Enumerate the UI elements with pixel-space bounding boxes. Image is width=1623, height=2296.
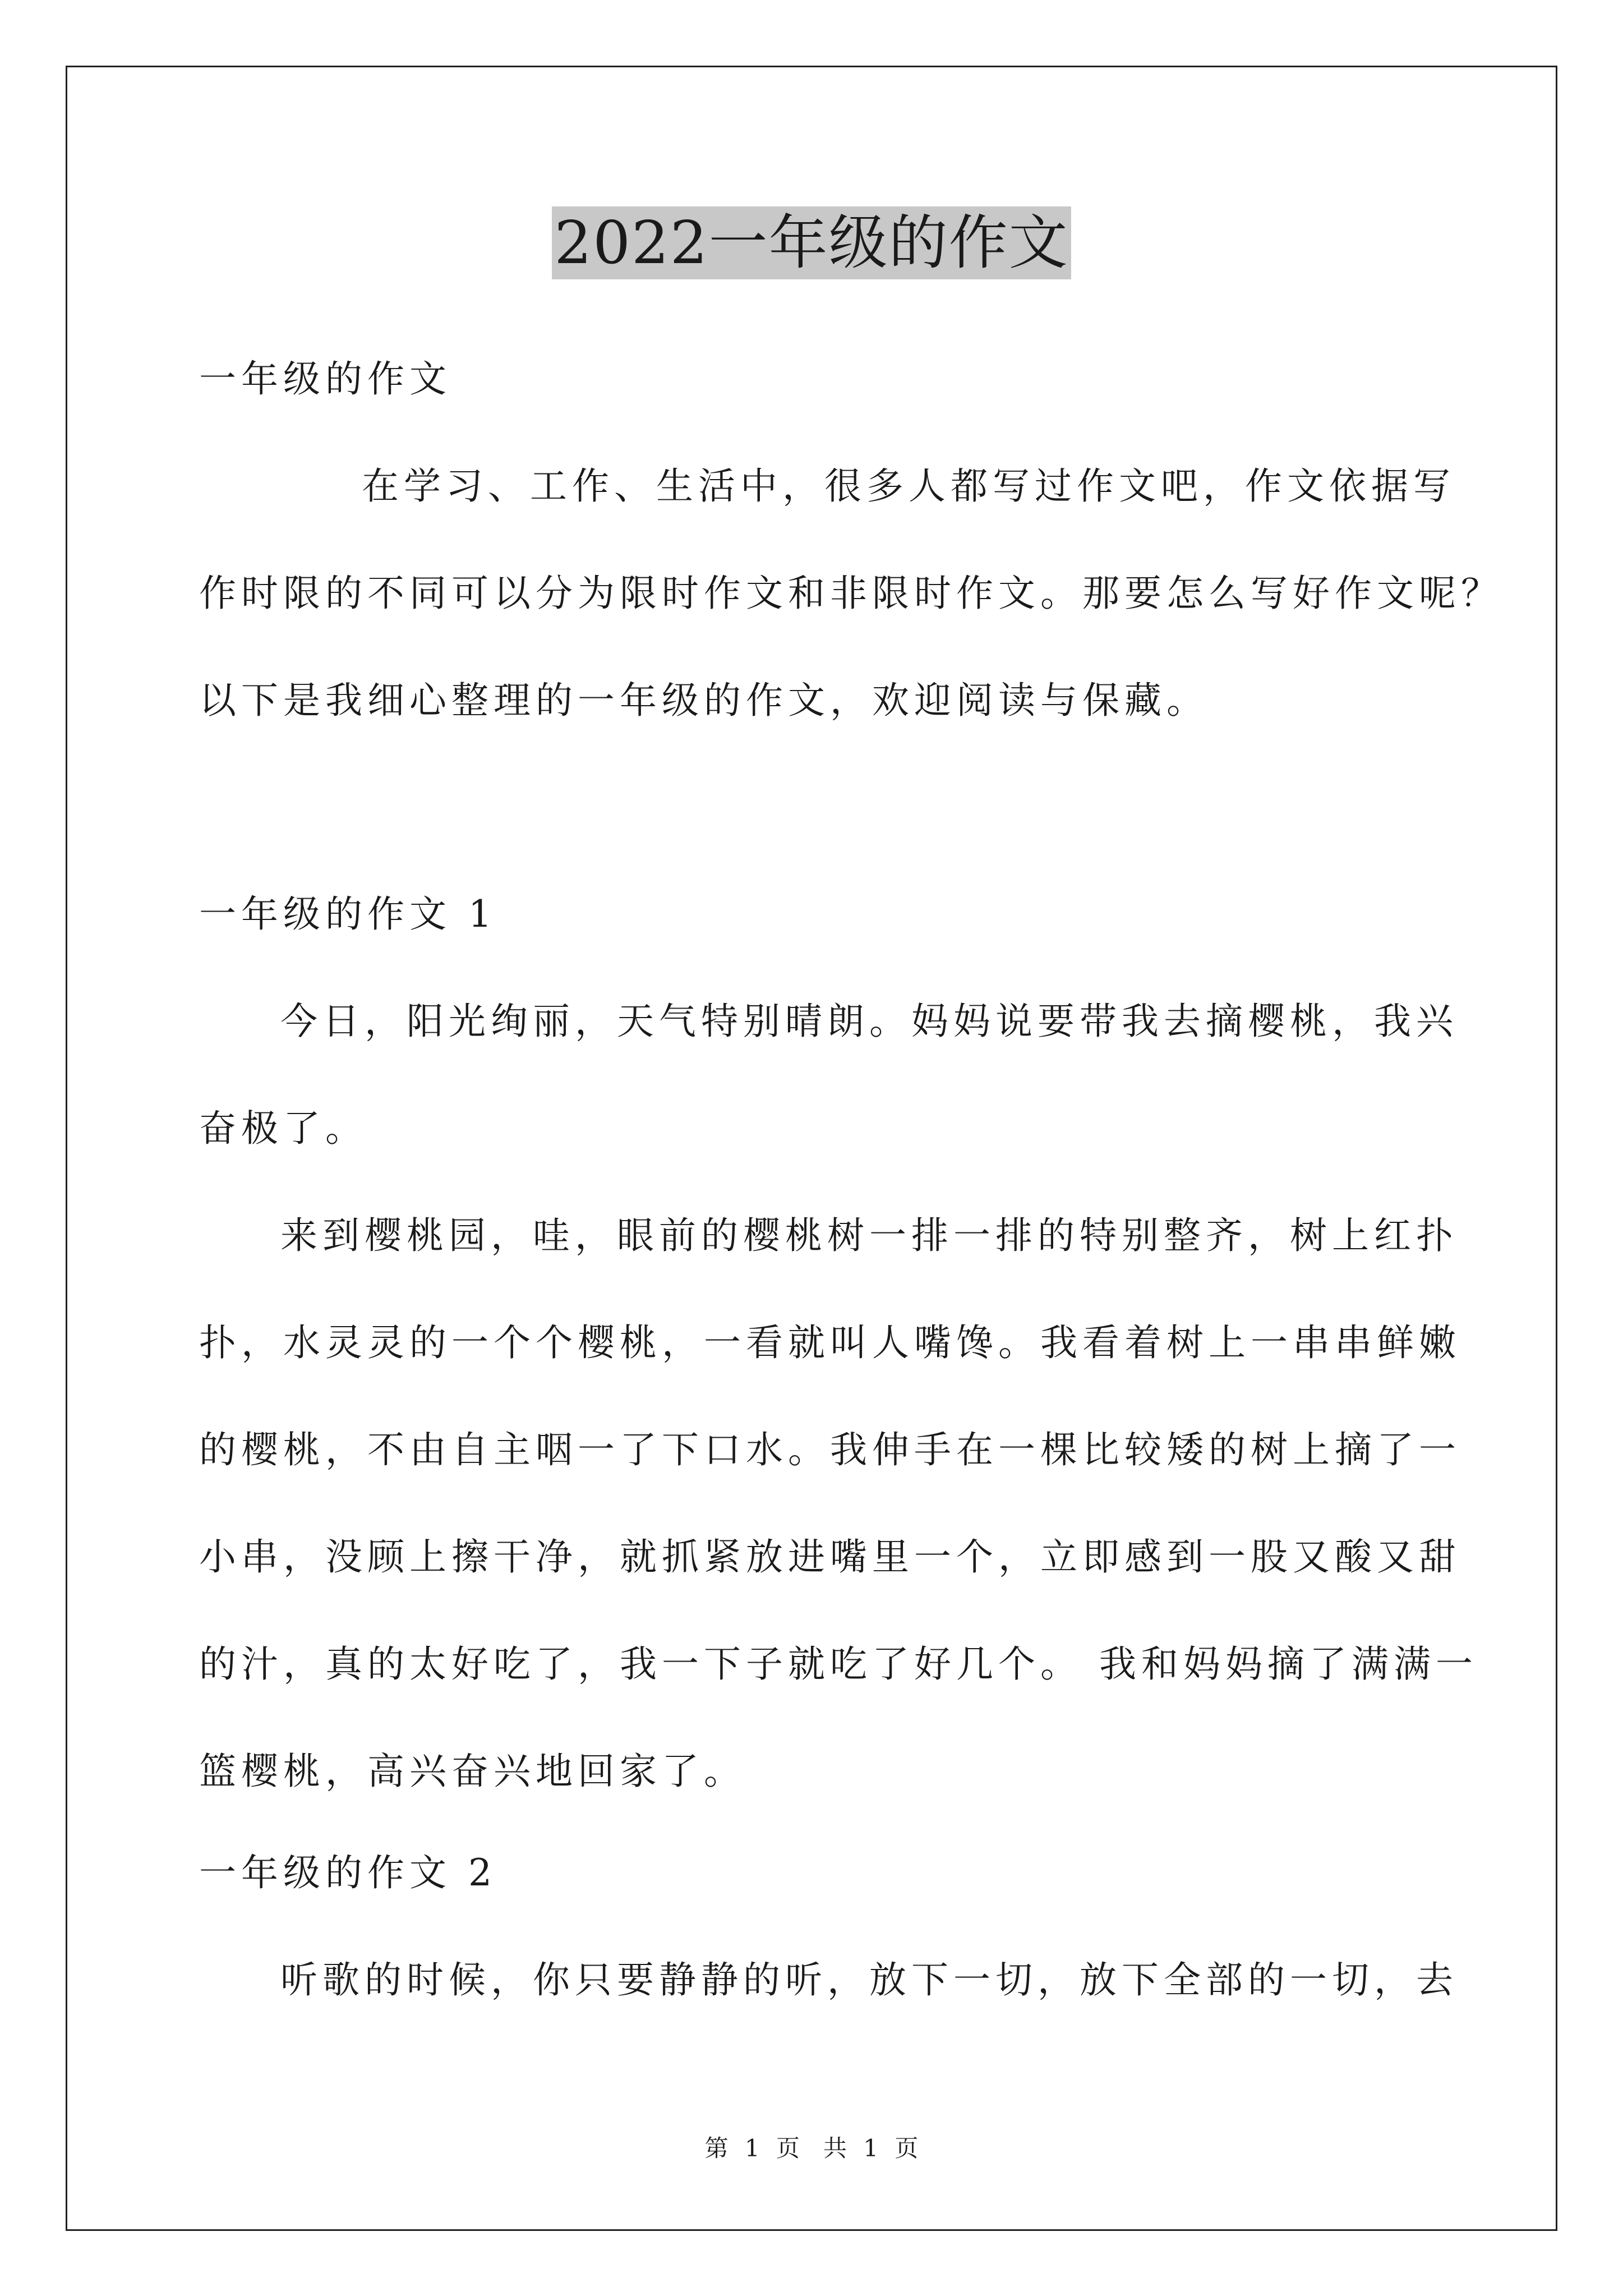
intro-line: 在学习、工作、生活中，很多人都写过作文吧，作文依据写 <box>362 464 1455 508</box>
section-1-line: 小串，没顾上擦干净，就抓紧放进嘴里一个，立即感到一股又酸又甜 <box>199 1535 1461 1579</box>
intro-line: 以下是我细心整理的一年级的作文，欢迎阅读与保藏。 <box>199 679 1209 722</box>
intro-line: 作时限的不同可以分为限时作文和非限时作文。那要怎么写好作文呢？ <box>199 572 1503 615</box>
section-1-line: 奋极了。 <box>199 1107 367 1150</box>
section-1-line: 扑，水灵灵的一个个樱桃，一看就叫人嘴馋。我看着树上一串串鲜嫩 <box>199 1321 1461 1364</box>
document-title: 2022一年级的作文 <box>552 206 1071 279</box>
section-1-line: 来到樱桃园，哇，眼前的樱桃树一排一排的特别整齐，树上红扑 <box>280 1214 1458 1257</box>
intro-heading: 一年级的作文 <box>199 357 451 401</box>
page-footer: 第 1 页 共 1 页 <box>704 2134 919 2162</box>
section-1-line: 今日，阳光绚丽，天气特别晴朗。妈妈说要带我去摘樱桃，我兴 <box>280 1000 1458 1043</box>
section-1-line: 的汁，真的太好吃了，我一下子就吃了好几个。 我和妈妈摘了满满一 <box>199 1642 1478 1686</box>
section-1-line: 篮樱桃，高兴奋兴地回家了。 <box>199 1750 746 1793</box>
section-2-line: 听歌的时候，你只要静静的听，放下一切，放下全部的一切，去 <box>280 1958 1458 2001</box>
section-1-heading: 一年级的作文 1 <box>199 892 497 936</box>
section-2-heading: 一年级的作文 2 <box>199 1851 497 1894</box>
title-container <box>0 206 1623 279</box>
section-1-line: 的樱桃，不由自主咽一了下口水。我伸手在一棵比较矮的树上摘了一 <box>199 1428 1461 1471</box>
